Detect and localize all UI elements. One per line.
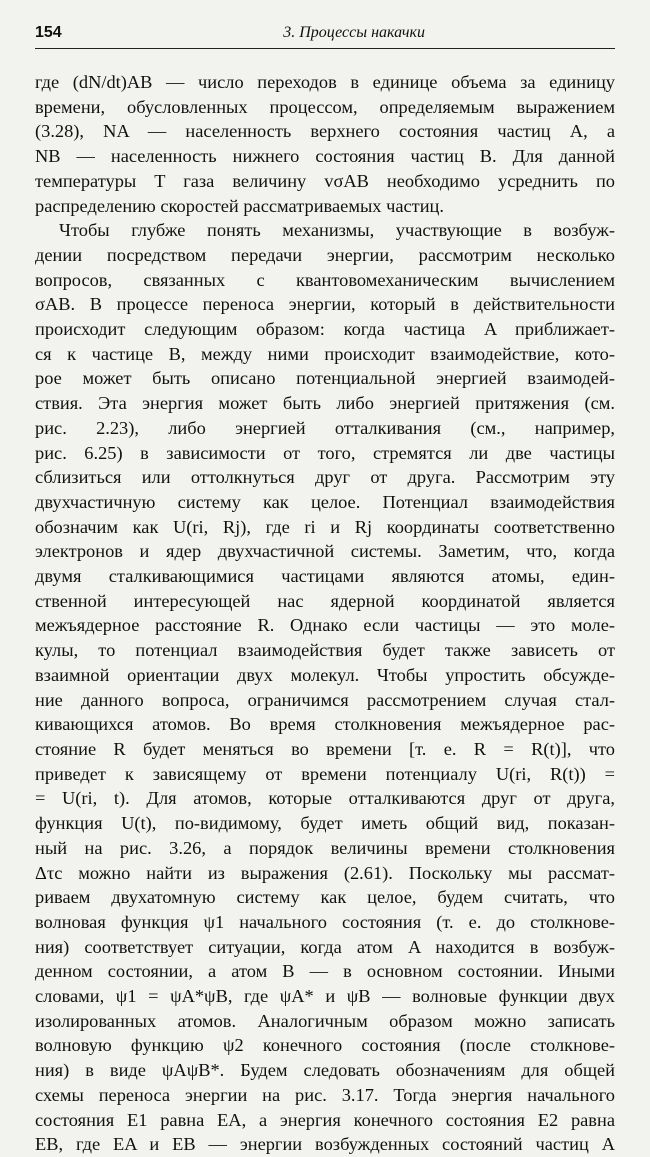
text-line: σAB. В процессе переноса энергии, который в действительности [35, 294, 615, 315]
text-line: рис. 6.25) в зависимости от того, стремятся ли две частицы [35, 442, 615, 463]
text-line: изолированных атомов. Аналогичным образом можно записать [35, 1010, 615, 1031]
text-line: рис. 2.23), либо энергией отталкивания (см., например, [35, 417, 615, 438]
text-line: двухчастичную систему как целое. Потенциал взаимодействия [35, 491, 615, 512]
text-line: взаимной ориентации двух молекул. Чтобы упростить обсужде- [35, 664, 615, 685]
text-line: ся к частице B, между ними происходит взаимодействие, кото- [35, 343, 615, 364]
text-line: температуры T газа величину vσAB необходимо усреднить по [35, 170, 615, 191]
text-line: дении посредством передачи энергии, рассмотрим несколько [35, 244, 615, 265]
page-number: 154 [35, 24, 62, 41]
text-line: волновая функция ψ1 начального состояния (т. е. до столкнове- [35, 911, 615, 932]
text-line: межъядерное расстояние R. Однако если частицы — это моле- [35, 615, 615, 636]
text-line: распределению скоростей рассматриваемых частиц. [35, 195, 444, 216]
text-line: рое может быть описано потенциальной энергией взаимодей- [35, 368, 615, 389]
text-line: NB — населенность нижнего состояния частиц B. Для данной [35, 146, 615, 167]
text-line: вопросов, связанных с квантовомеханическим вычислением [35, 269, 615, 290]
running-head: 3. Процессы накачки [283, 24, 425, 41]
text-line: двумя сталкивающимися частицами являются атомы, един- [35, 566, 615, 587]
text-line: ственной интересующей нас ядерной координатой является [35, 590, 615, 611]
text-line: стояние R будет меняться во времени [т. е. R = R(t)], что [35, 738, 615, 759]
text-line: ный на рис. 3.26, а порядок величины времени столкновения [35, 837, 615, 858]
text-line: обозначим как U(ri, Rj), где ri и Rj координаты соответственно [35, 516, 615, 537]
text-line: Δτc можно найти из выражения (2.61). Поскольку мы рассмат- [35, 862, 615, 883]
text-line: Чтобы глубже понять механизмы, участвующие в возбуж- [59, 220, 615, 241]
text-line: ния) в виде ψAψB*. Будем следовать обозначениям для общей [35, 1060, 615, 1081]
text-line: состояния E1 равна EA, а энергия конечного состояния E2 равна [35, 1109, 615, 1130]
text-line: времени, обусловленных процессом, определяемым выражением [35, 96, 615, 117]
text-line: волновую функцию ψ2 конечного состояния (после столкнове- [35, 1035, 615, 1056]
text-line: схемы переноса энергии на рис. 3.17. Тогда энергия начального [35, 1084, 615, 1105]
text-line: электронов и ядер двухчастичной системы. Заметим, что, когда [35, 541, 615, 562]
text-line: ния) соответствует ситуации, когда атом A находится в возбуж- [35, 936, 615, 957]
text-line: кивающихся атомов. Во время столкновения межъядерное рас- [35, 714, 615, 735]
text-line: = U(ri, t). Для атомов, которые отталкиваются друг от друга, [35, 788, 615, 809]
text-line: риваем двухатомную систему как целое, будем считать, что [35, 887, 615, 908]
text-line: функция U(t), по-видимому, будет иметь общий вид, показан- [35, 813, 615, 834]
page-header [35, 20, 615, 49]
text-line: где (dN/dt)AB — число переходов в единице объема за единицу [35, 72, 615, 92]
text-line: EB, где EA и EB — энергии возбужденных состояний частиц A [35, 1134, 615, 1155]
text-line: (3.28), NA — населенность верхнего состояния частиц A, а [35, 121, 615, 142]
text-line: кулы, то потенциал взаимодействия будет также зависеть от [35, 640, 615, 661]
text-line: ние данного вопроса, ограничимся рассмотрением случая стал- [35, 689, 615, 710]
text-line: приведет к зависящему от времени потенциалу U(ri, R(t)) = [35, 763, 615, 784]
text-line: денном состоянии, а атом B — в основном состоянии. Иными [35, 961, 615, 982]
text-line: сблизиться или оттолкнуться друг от друга. Рассмотрим эту [35, 467, 615, 488]
text-line: словами, ψ1 = ψA*ψB, где ψA* и ψB — волновые функции двух [35, 986, 615, 1007]
body-text [35, 70, 615, 1157]
text-line: происходит следующим образом: когда частица A приближает- [35, 319, 615, 340]
text-line: ствия. Эта энергия может быть либо энергией притяжения (см. [35, 393, 615, 414]
